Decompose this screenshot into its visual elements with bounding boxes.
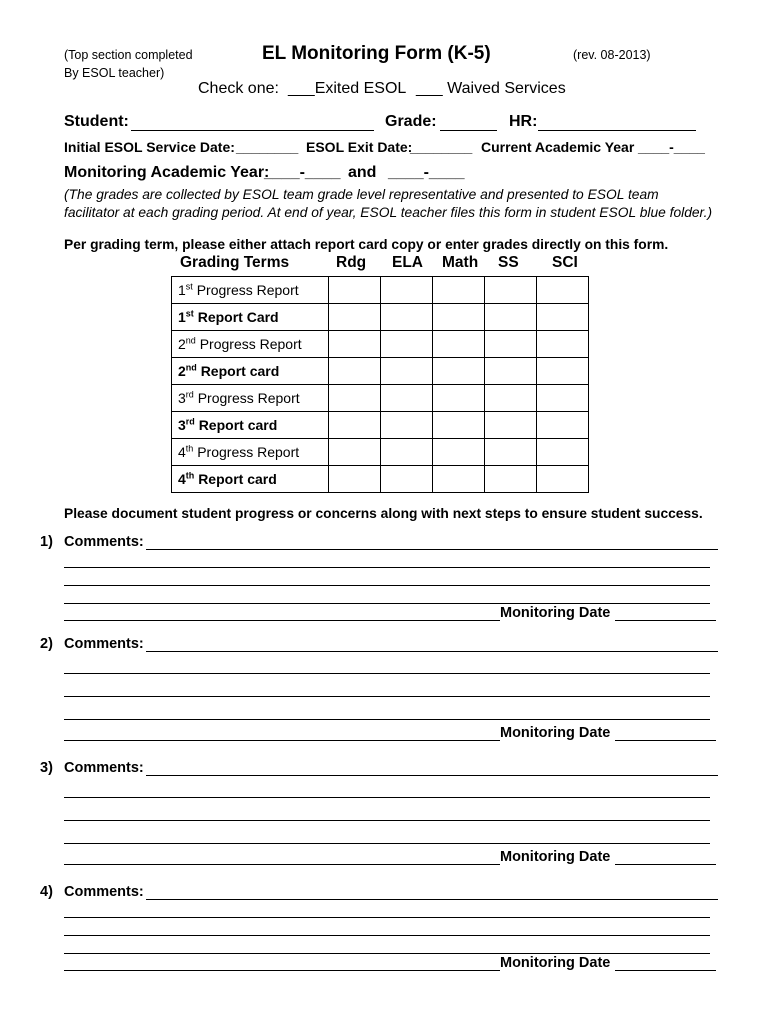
initial-service-field[interactable]: ________: [236, 139, 299, 155]
current-year-field[interactable]: ____-____: [638, 139, 705, 155]
comment-number-3: 3): [40, 760, 53, 776]
grade-cell-ela[interactable]: [381, 412, 433, 439]
grade-cell-sci[interactable]: [537, 358, 589, 385]
comment-label-3: Comments:: [64, 760, 144, 776]
comment-line[interactable]: [64, 843, 710, 844]
grading-term-label: 1st Report Card: [172, 304, 329, 331]
grades-row: [172, 358, 589, 385]
header-note-line2: By ESOL teacher): [64, 66, 165, 80]
comment-line[interactable]: [64, 917, 710, 918]
comment-label-2: Comments:: [64, 636, 144, 652]
grade-cell-sci[interactable]: [537, 277, 589, 304]
form-title: EL Monitoring Form (K-5): [262, 43, 491, 64]
grade-cell-ss[interactable]: [485, 304, 537, 331]
comment-line[interactable]: [64, 820, 710, 821]
exit-date-label: ESOL Exit Date:: [306, 139, 413, 155]
header-math: Math: [442, 254, 479, 271]
grade-cell-math[interactable]: [433, 277, 485, 304]
monitoring-date-label-1: Monitoring Date: [500, 605, 611, 621]
grade-cell-rdg[interactable]: [329, 466, 381, 493]
grading-term-label: 4th Progress Report: [172, 439, 329, 466]
exit-date-field[interactable]: ________: [410, 139, 473, 155]
instructions-line2: facilitator at each grading period. At end of year, ESOL teacher files this form in student ESOL blue folder.): [64, 205, 713, 220]
monitoring-date-field-3[interactable]: [615, 864, 716, 865]
grade-cell-ela[interactable]: [381, 277, 433, 304]
monitoring-date-label-2: Monitoring Date: [500, 725, 611, 741]
grading-term-label: 1st Progress Report: [172, 277, 329, 304]
grade-cell-ss[interactable]: [485, 466, 537, 493]
grades-row: [172, 412, 589, 439]
comments-intro: Please document student progress or concerns along with next steps to ensure student success.: [64, 506, 703, 521]
monitoring-year-field-1[interactable]: ____-____: [264, 164, 341, 181]
grade-cell-ss[interactable]: [485, 331, 537, 358]
grade-cell-sci[interactable]: [537, 304, 589, 331]
grade-cell-ela[interactable]: [381, 466, 433, 493]
grading-term-label: 2nd Report card: [172, 358, 329, 385]
grade-cell-ss[interactable]: [485, 439, 537, 466]
header-rdg: Rdg: [336, 254, 367, 271]
hr-field[interactable]: [538, 130, 696, 131]
grading-term-label: 4th Report card: [172, 466, 329, 493]
grade-cell-math[interactable]: [433, 358, 485, 385]
grade-cell-ela[interactable]: [381, 304, 433, 331]
grade-cell-ela[interactable]: [381, 439, 433, 466]
grade-cell-math[interactable]: [433, 466, 485, 493]
grade-cell-ss[interactable]: [485, 358, 537, 385]
grades-table: [171, 276, 589, 493]
monitoring-date-label-3: Monitoring Date: [500, 849, 611, 865]
grade-cell-ss[interactable]: [485, 412, 537, 439]
grade-cell-rdg[interactable]: [329, 304, 381, 331]
option-waived-services[interactable]: ___ Waived Services: [416, 80, 566, 97]
grade-cell-math[interactable]: [433, 439, 485, 466]
grade-cell-sci[interactable]: [537, 412, 589, 439]
grade-cell-rdg[interactable]: [329, 385, 381, 412]
comment-number-4: 4): [40, 884, 53, 900]
comment-line[interactable]: [64, 673, 710, 674]
grade-cell-sci[interactable]: [537, 331, 589, 358]
monitoring-date-field-2[interactable]: [615, 740, 716, 741]
grade-cell-ss[interactable]: [485, 277, 537, 304]
comment-line[interactable]: [64, 719, 710, 720]
grades-row: [172, 304, 589, 331]
monitoring-date-field-4[interactable]: [615, 970, 716, 971]
comment-line[interactable]: [64, 567, 710, 568]
comment-line[interactable]: [64, 935, 710, 936]
comment-line[interactable]: [64, 696, 710, 697]
grade-cell-rdg[interactable]: [329, 439, 381, 466]
comment-line[interactable]: [64, 603, 710, 604]
header-note-line1: (Top section completed: [64, 48, 193, 62]
grade-cell-math[interactable]: [433, 412, 485, 439]
student-field[interactable]: [131, 130, 374, 131]
comment-field-3[interactable]: [146, 775, 718, 776]
grade-cell-math[interactable]: [433, 304, 485, 331]
comment-line[interactable]: [64, 620, 500, 621]
comment-label-4: Comments:: [64, 884, 144, 900]
comment-line[interactable]: [64, 864, 500, 865]
grade-cell-ela[interactable]: [381, 331, 433, 358]
grade-cell-rdg[interactable]: [329, 277, 381, 304]
grade-cell-rdg[interactable]: [329, 358, 381, 385]
comment-field-4[interactable]: [146, 899, 718, 900]
option-exited-esol[interactable]: ___Exited ESOL: [288, 80, 407, 97]
grading-term-label: 2nd Progress Report: [172, 331, 329, 358]
student-label: Student:: [64, 113, 129, 130]
header-ss: SS: [498, 254, 519, 271]
grade-cell-rdg[interactable]: [329, 331, 381, 358]
comment-field-1[interactable]: [146, 549, 718, 550]
grades-row: [172, 385, 589, 412]
grade-cell-math[interactable]: [433, 331, 485, 358]
grade-cell-sci[interactable]: [537, 385, 589, 412]
grading-term-label: 3rd Report card: [172, 412, 329, 439]
grade-cell-sci[interactable]: [537, 439, 589, 466]
grades-row: [172, 331, 589, 358]
hr-label: HR:: [509, 113, 538, 130]
grade-cell-ss[interactable]: [485, 385, 537, 412]
comment-line[interactable]: [64, 797, 710, 798]
grade-cell-rdg[interactable]: [329, 412, 381, 439]
current-year-label: Current Academic Year: [481, 139, 635, 155]
comment-label-1: Comments:: [64, 534, 144, 550]
comment-line[interactable]: [64, 585, 710, 586]
grade-cell-math[interactable]: [433, 385, 485, 412]
header-ela: ELA: [392, 254, 423, 271]
grade-cell-sci[interactable]: [537, 466, 589, 493]
check-one-label: Check one:: [198, 80, 279, 97]
initial-service-label: Initial ESOL Service Date:: [64, 139, 235, 155]
grade-cell-ela[interactable]: [381, 358, 433, 385]
comment-line[interactable]: [64, 740, 500, 741]
header-sci: SCI: [552, 254, 578, 271]
monitoring-year-field-2[interactable]: ____-____: [388, 164, 465, 181]
comment-field-2[interactable]: [146, 651, 718, 652]
monitoring-date-label-4: Monitoring Date: [500, 955, 611, 971]
grade-label: Grade:: [385, 113, 437, 130]
grades-row: [172, 439, 589, 466]
header-grading-terms: Grading Terms: [180, 254, 290, 271]
comment-line[interactable]: [64, 953, 710, 954]
monitoring-date-field-1[interactable]: [615, 620, 716, 621]
comment-number-2: 2): [40, 636, 53, 652]
grades-row: [172, 466, 589, 493]
per-term-note: Per grading term, please either attach report card copy or enter grades directly on this form.: [64, 237, 669, 252]
comment-line[interactable]: [64, 970, 500, 971]
instructions-line1: (The grades are collected by ESOL team grade level representative and presented to ESOL team: [64, 187, 659, 202]
revision-label: (rev. 08-2013): [573, 48, 651, 62]
grades-row: [172, 277, 589, 304]
monitoring-year-and: and: [348, 164, 377, 181]
grade-cell-ela[interactable]: [381, 385, 433, 412]
monitoring-year-label: Monitoring Academic Year:: [64, 164, 270, 181]
grade-field[interactable]: [440, 130, 497, 131]
grading-term-label: 3rd Progress Report: [172, 385, 329, 412]
comment-number-1: 1): [40, 534, 53, 550]
